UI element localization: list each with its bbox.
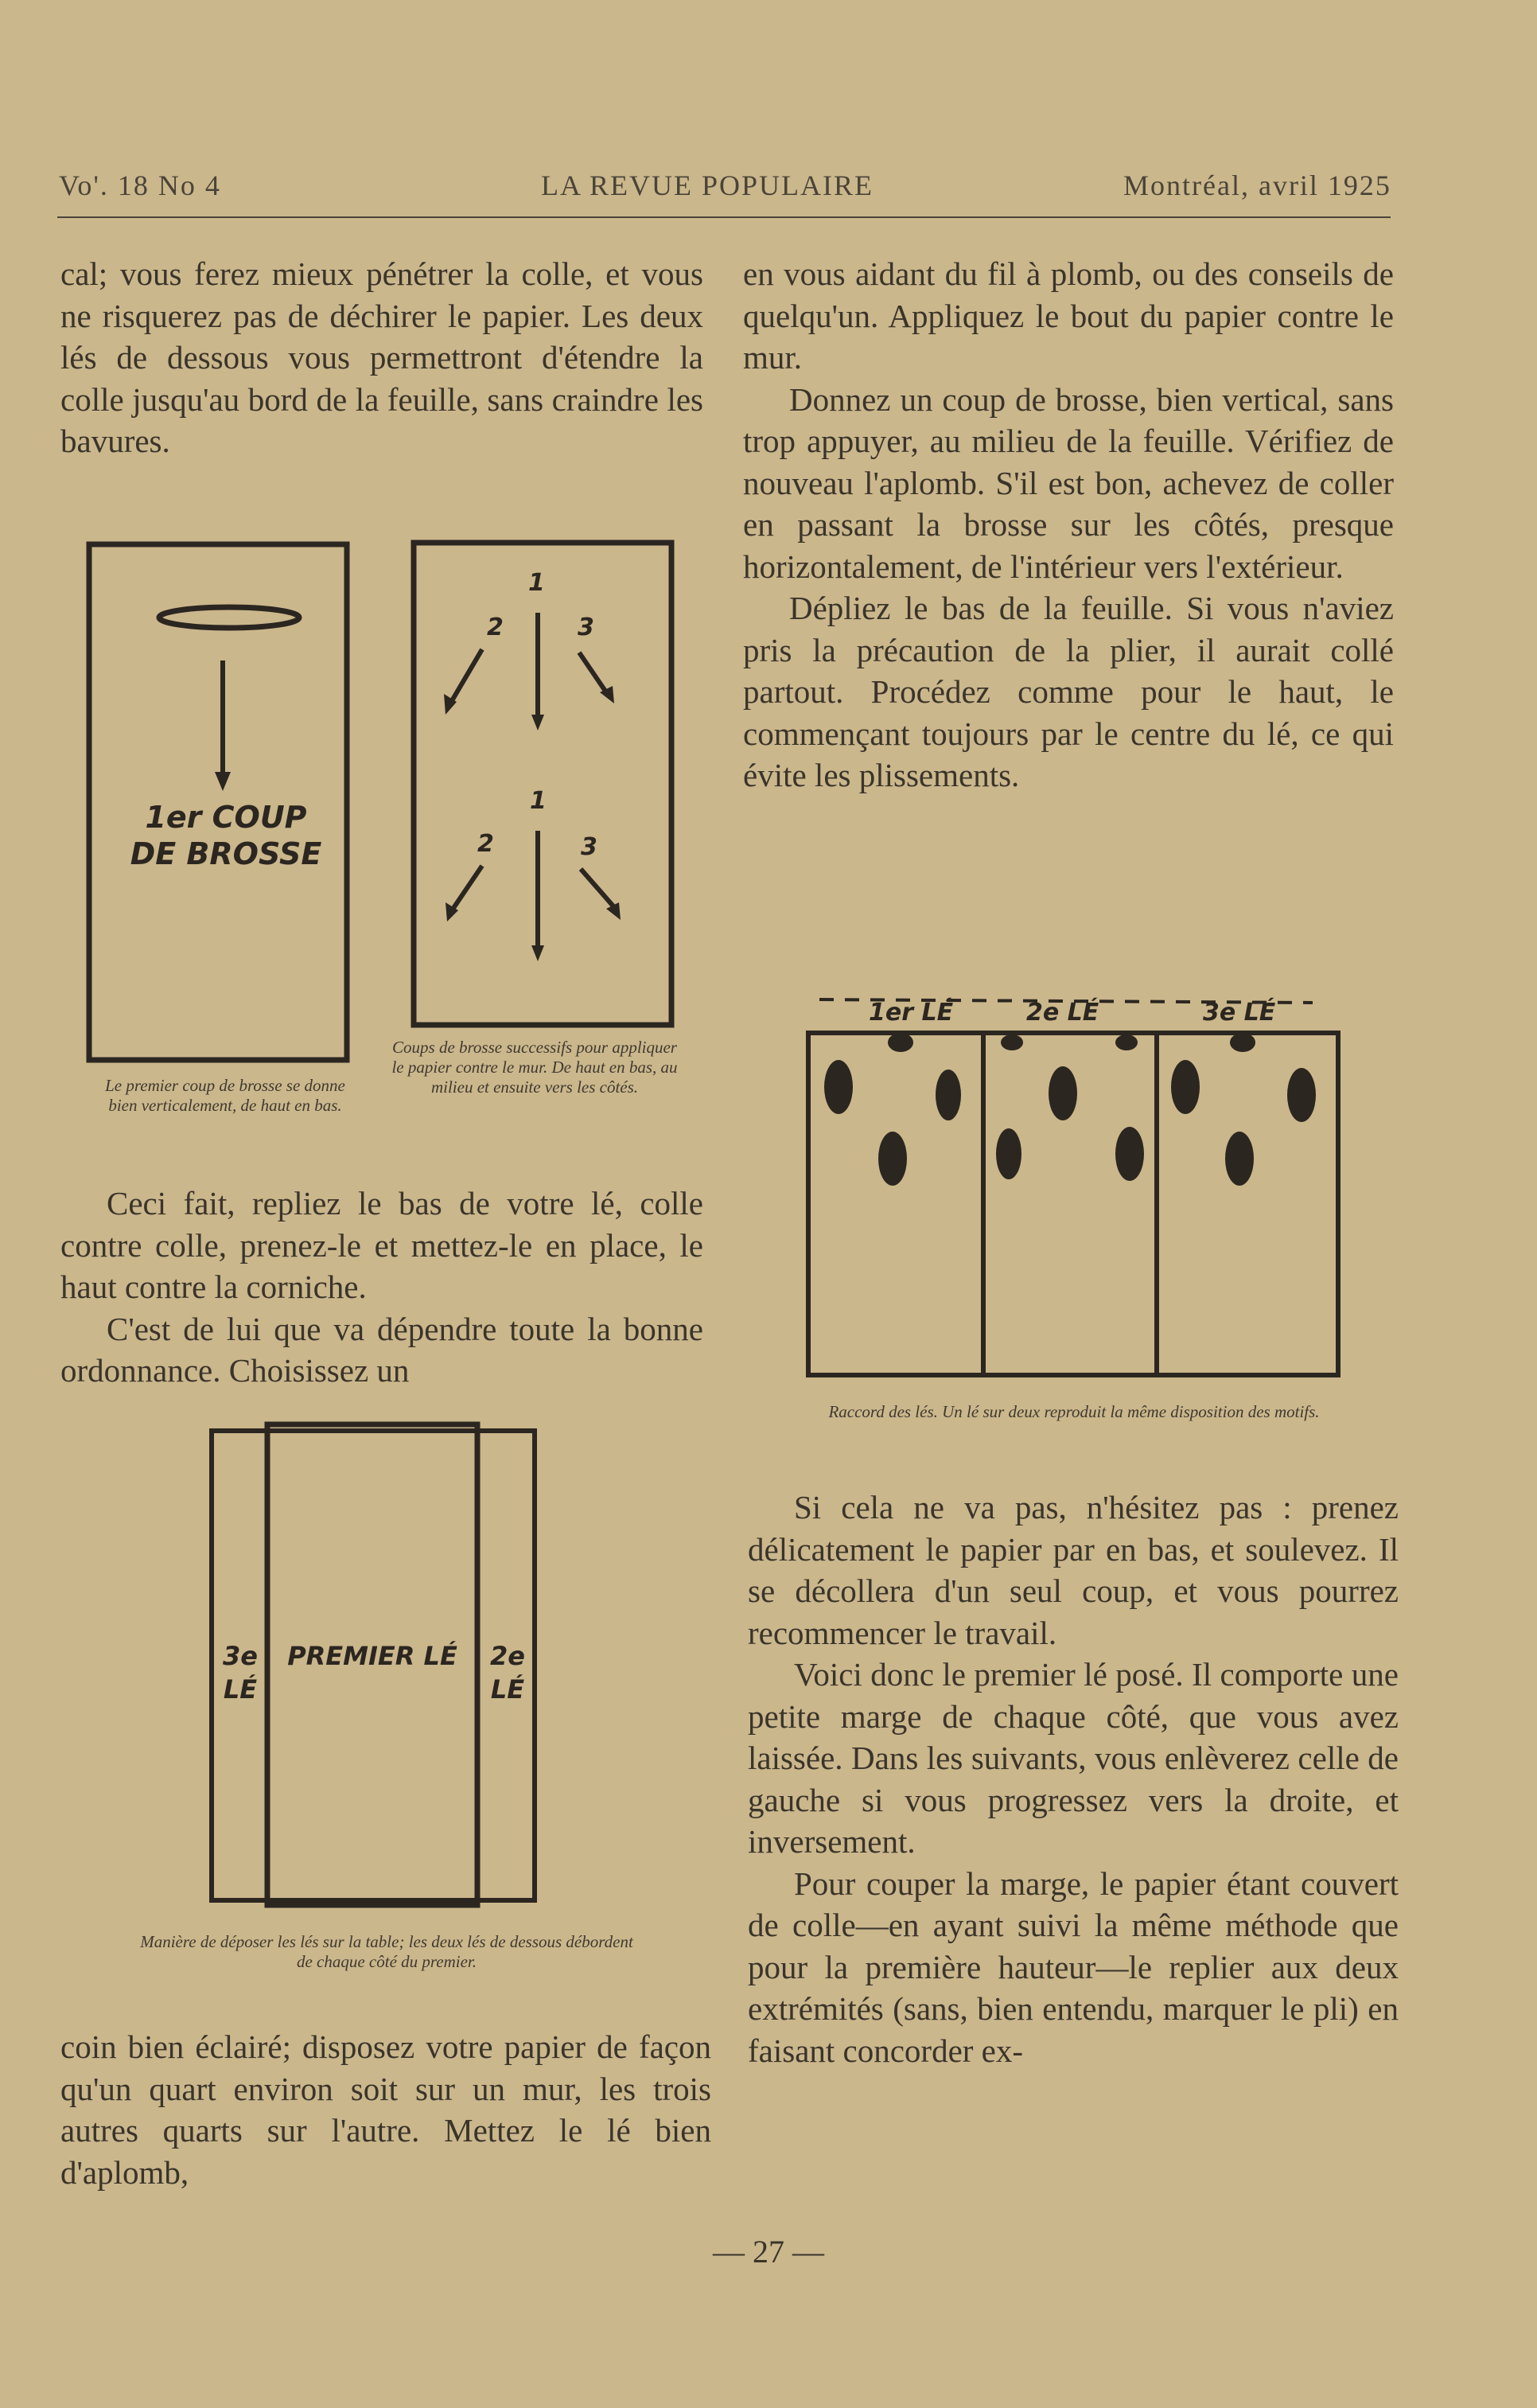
brush-diagram-1 xyxy=(86,541,350,1063)
fig1-caption: Le premier coup de brosse se donne bien verticalement, de haut en bas. xyxy=(105,1076,345,1115)
header-date: Montréal, avril 1925 xyxy=(1123,169,1391,201)
fig2-number-1: 1 xyxy=(528,569,545,597)
arrow-left-bottom-icon xyxy=(452,866,482,910)
left-para-2: Ceci fait, repliez le bas de votre lé, colle contre colle, prenez-le et mettez-le en place, le haut contre la corniche. xyxy=(60,1185,703,1305)
fig4-left-label-2: LÉ xyxy=(223,1674,258,1705)
fig4-caption: Manière de déposer les lés sur la table; les deux lés de dessous débordent de chaque côté du premier. xyxy=(140,1932,633,1971)
fig3-caption: Raccord des lés. Un lé sur deux reproduit la même disposition des motifs. xyxy=(828,1402,1320,1421)
arrow-right-bottom-icon xyxy=(581,869,614,907)
fig3-label-1: 1er LÉ xyxy=(869,999,954,1027)
fig2-number-4: 1 xyxy=(530,787,547,815)
right-para-5: Voici donc le premier lé posé. Il comporte une petite marge de chaque côté, que vous avez laissée. Dans les suivants, vous enlèverez celle de gauche si vous progressez vers la droite, et inversement. xyxy=(748,1656,1399,1860)
left-para-3: C'est de lui que va dépendre toute la bonne ordonnance. Choisissez un xyxy=(60,1310,703,1389)
right-para-4: Si cela ne va pas, n'hésitez pas : prenez délicatement le papier par en bas, et soulevez. Il se décollera d'un seul coup, et vous pourrez recommencer le travail. xyxy=(748,1489,1399,1651)
strip-pattern-diagram xyxy=(804,987,1360,1385)
figure-strip-matching xyxy=(804,987,1360,1385)
page-number: — 27 — xyxy=(713,2234,824,2270)
brush-diagram-2 xyxy=(411,536,676,1028)
arrow-left-top-icon xyxy=(450,649,482,703)
figure-strips-on-table xyxy=(199,1418,549,1915)
right-col-block-1 xyxy=(743,253,1394,797)
arrow-right-top-icon xyxy=(579,653,606,692)
fig2-number-6: 3 xyxy=(581,833,597,861)
figure-first-brush-stroke xyxy=(86,541,350,1063)
fig4-right-label-1: 2e xyxy=(490,1641,525,1671)
table-strips-diagram xyxy=(199,1418,549,1915)
motif-icon xyxy=(824,1033,1316,1186)
right-para-6: Pour couper la marge, le papier étant couvert de colle—en ayant suivi la même méthode que pour la première hauteur—le replier aux deux extrémités (sans, bien entendu, marquer le pli) en faisant concorder ex- xyxy=(748,1864,1399,2069)
header-rule xyxy=(57,216,1391,218)
left-col-block-1 xyxy=(60,253,703,462)
fig3-label-3: 3e LÉ xyxy=(1203,999,1276,1027)
right-para-2: Donnez un coup de brosse, bien vertical, sans trop appuyer, au milieu de la feuille. Vérifiez de nouveau l'aplomb. S'il est bon, achevez de coller en passant la brosse sur les côtés, presque horizontalement, de l'intérieur vers l'extérieur. xyxy=(743,380,1394,585)
brush-icon xyxy=(159,607,299,628)
right-para-3: Dépliez le bas de la feuille. Si vous n'aviez pris la précaution de la plier, il aurait collé partout. Procédez comme pour le haut, le commençant toujours par le centre du lé, ce qui évite les plissements. xyxy=(743,590,1394,793)
right-col-block-2 xyxy=(748,1486,1399,2071)
fig2-caption: Coups de brosse successifs pour appliquer le papier contre le mur. De haut en bas, au milieu et ensuite vers les côtés. xyxy=(391,1038,678,1097)
fig2-number-2: 2 xyxy=(487,614,504,641)
left-col-block-2 xyxy=(60,1183,703,1392)
left-para-1: cal; vous ferez mieux pénétrer la colle, et vous ne risquerez pas de déchirer le papier. Les deux lés de dessous vous permettront d'étendre la colle jusqu'au bord de la feuille, sans craindre les bavures. xyxy=(60,255,703,459)
right-para-1: en vous aidant du fil à plomb, ou des conseils de quelqu'un. Appliquez le bout du papier contre le mur. xyxy=(743,255,1394,376)
fig1-label-line2: DE BROSSE xyxy=(130,836,322,871)
left-col-block-3 xyxy=(60,2026,711,2193)
fig3-label-2: 2e LÉ xyxy=(1026,999,1099,1027)
fig1-label-line1: 1er COUP xyxy=(145,800,307,835)
fig4-left-label-1: 3e xyxy=(223,1641,258,1671)
fig4-right-label-2: LÉ xyxy=(490,1674,525,1705)
figure-successive-strokes xyxy=(411,536,676,1028)
fig2-number-5: 2 xyxy=(477,830,494,858)
fig2-number-3: 3 xyxy=(578,614,594,641)
fig4-center-label: PREMIER LÉ xyxy=(287,1641,457,1671)
header-title: LA REVUE POPULAIRE xyxy=(541,169,874,201)
header-volume: Vo'. 18 No 4 xyxy=(59,169,221,201)
left-para-4: coin bien éclairé; disposez votre papier de façon qu'un quart environ soit sur un mur, les trois autres quarts sur l'autre. Mettez le lé bien d'aplomb, xyxy=(60,2028,711,2191)
